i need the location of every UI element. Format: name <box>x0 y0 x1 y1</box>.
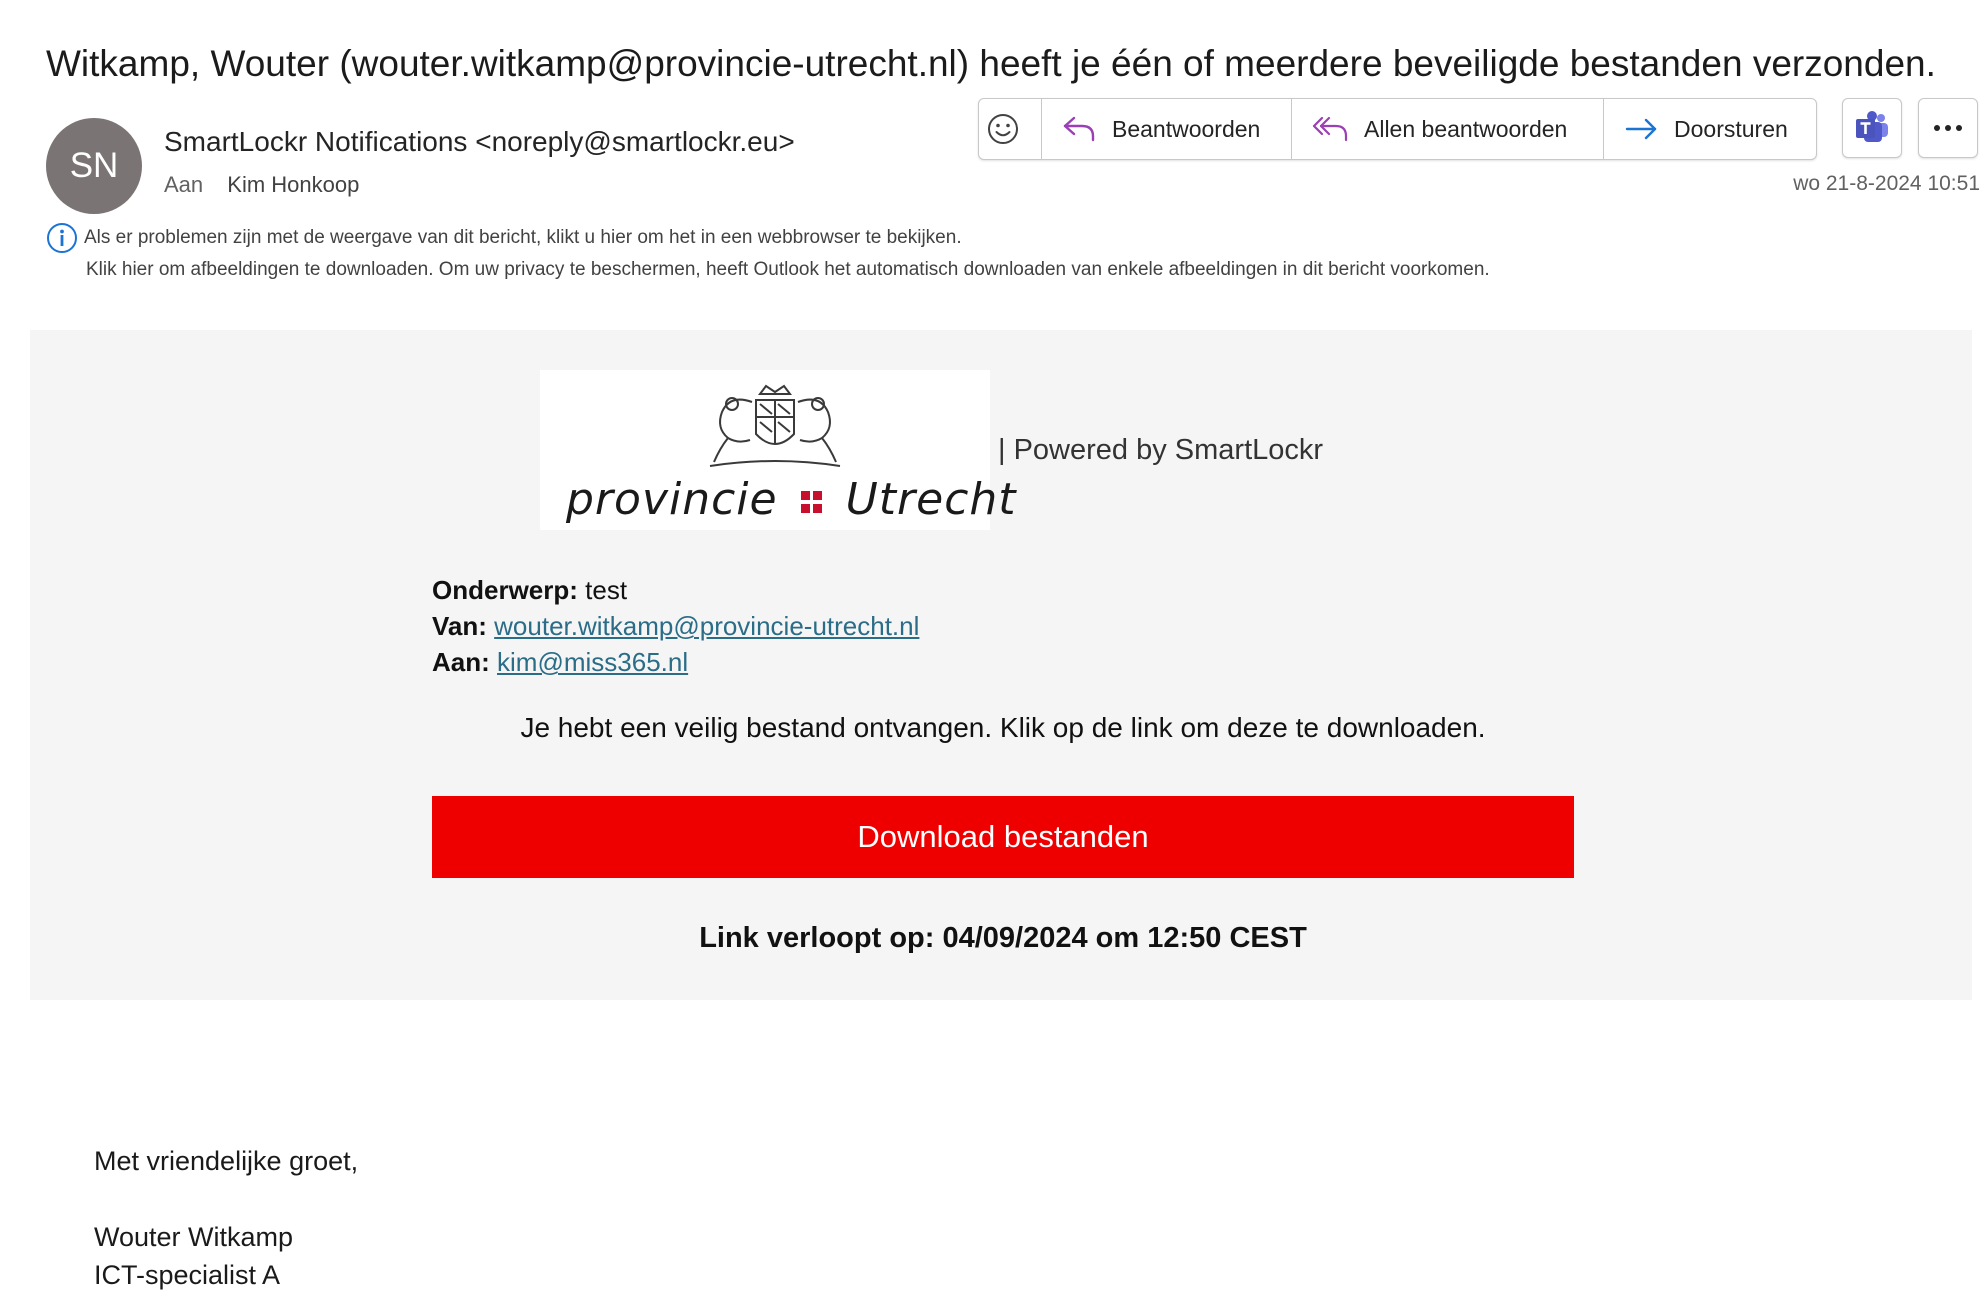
subject-label: Onderwerp: <box>432 575 578 605</box>
logo-text-provincie: provincie <box>566 474 778 525</box>
forward-label: Doorsturen <box>1674 115 1788 142</box>
signature-name: Wouter Witkamp <box>94 1222 294 1252</box>
logo-wordmark <box>566 474 1017 525</box>
from-email-link[interactable]: wouter.witkamp@provincie-utrecht.nl <box>494 611 920 641</box>
to-label-body: Aan: <box>432 647 490 677</box>
download-files-button[interactable]: Download bestanden <box>432 796 1574 878</box>
powered-by-text: | Powered by SmartLockr <box>998 434 1324 466</box>
recipient-line <box>164 172 359 198</box>
signature-title: ICT-specialist A <box>94 1260 281 1290</box>
subject-row <box>432 572 919 608</box>
received-date: wo 21-8-2024 10:51 <box>1793 172 1980 195</box>
info-icon <box>46 222 78 254</box>
sender-avatar[interactable]: SN <box>46 118 142 214</box>
to-email-link[interactable]: kim@miss365.nl <box>497 647 689 677</box>
coat-of-arms-icon <box>700 382 850 474</box>
message-body-panel <box>30 330 1972 1000</box>
reply-icon <box>1062 114 1098 144</box>
reaction-button[interactable] <box>979 99 1042 159</box>
smiley-icon <box>986 112 1020 146</box>
teams-button[interactable] <box>1842 98 1902 158</box>
from-row <box>432 608 919 644</box>
teams-icon <box>1852 108 1892 148</box>
reply-all-button[interactable] <box>1292 99 1604 159</box>
provincie-utrecht-logo <box>540 370 1017 530</box>
forward-button[interactable] <box>1604 99 1816 159</box>
logo-dots-icon <box>801 489 823 515</box>
view-in-browser-link[interactable]: Als er problemen zijn met de weergave van dit bericht, klikt u hier om het in een webbrowser te bekijken. <box>84 227 962 248</box>
link-expiry-text: Link verloopt op: 04/09/2024 om 12:50 CEST <box>699 922 1307 954</box>
download-images-link[interactable]: Klik hier om afbeeldingen te downloaden. Om uw privacy te beschermen, heeft Outlook het automatisch downloaden van enkele afbeeldingen in dit bericht voorkomen. <box>86 259 1490 280</box>
message-actions-toolbar <box>978 98 1817 160</box>
file-metadata <box>432 572 919 680</box>
to-row <box>432 644 919 680</box>
subject-value: test <box>585 575 628 605</box>
more-actions-button[interactable] <box>1918 98 1978 158</box>
forward-arrow-icon <box>1624 114 1660 144</box>
recipient-name[interactable]: Kim Honkoop <box>227 172 360 197</box>
signature-greeting: Met vriendelijke groet, <box>94 1146 359 1176</box>
message-text: Je hebt een veilig bestand ontvangen. Klik op de link om deze te downloaden. <box>520 712 1486 743</box>
info-bar <box>46 222 1490 286</box>
reply-all-label: Allen beantwoorden <box>1364 115 1568 142</box>
reply-all-icon <box>1312 114 1350 144</box>
logo-text-utrecht: Utrecht <box>845 474 1017 525</box>
to-label: Aan <box>164 172 204 197</box>
reply-label: Beantwoorden <box>1112 115 1261 142</box>
more-icon <box>1930 122 1966 134</box>
from-label: Van: <box>432 611 487 641</box>
email-subject: Witkamp, Wouter (wouter.witkamp@provincie-utrecht.nl) heeft je één of meerdere beveiligde bestanden verzonden. <box>46 43 1936 84</box>
reply-button[interactable] <box>1042 99 1292 159</box>
email-signature <box>94 1142 358 1294</box>
sender-name[interactable]: SmartLockr Notifications <noreply@smartlockr.eu> <box>164 126 795 157</box>
